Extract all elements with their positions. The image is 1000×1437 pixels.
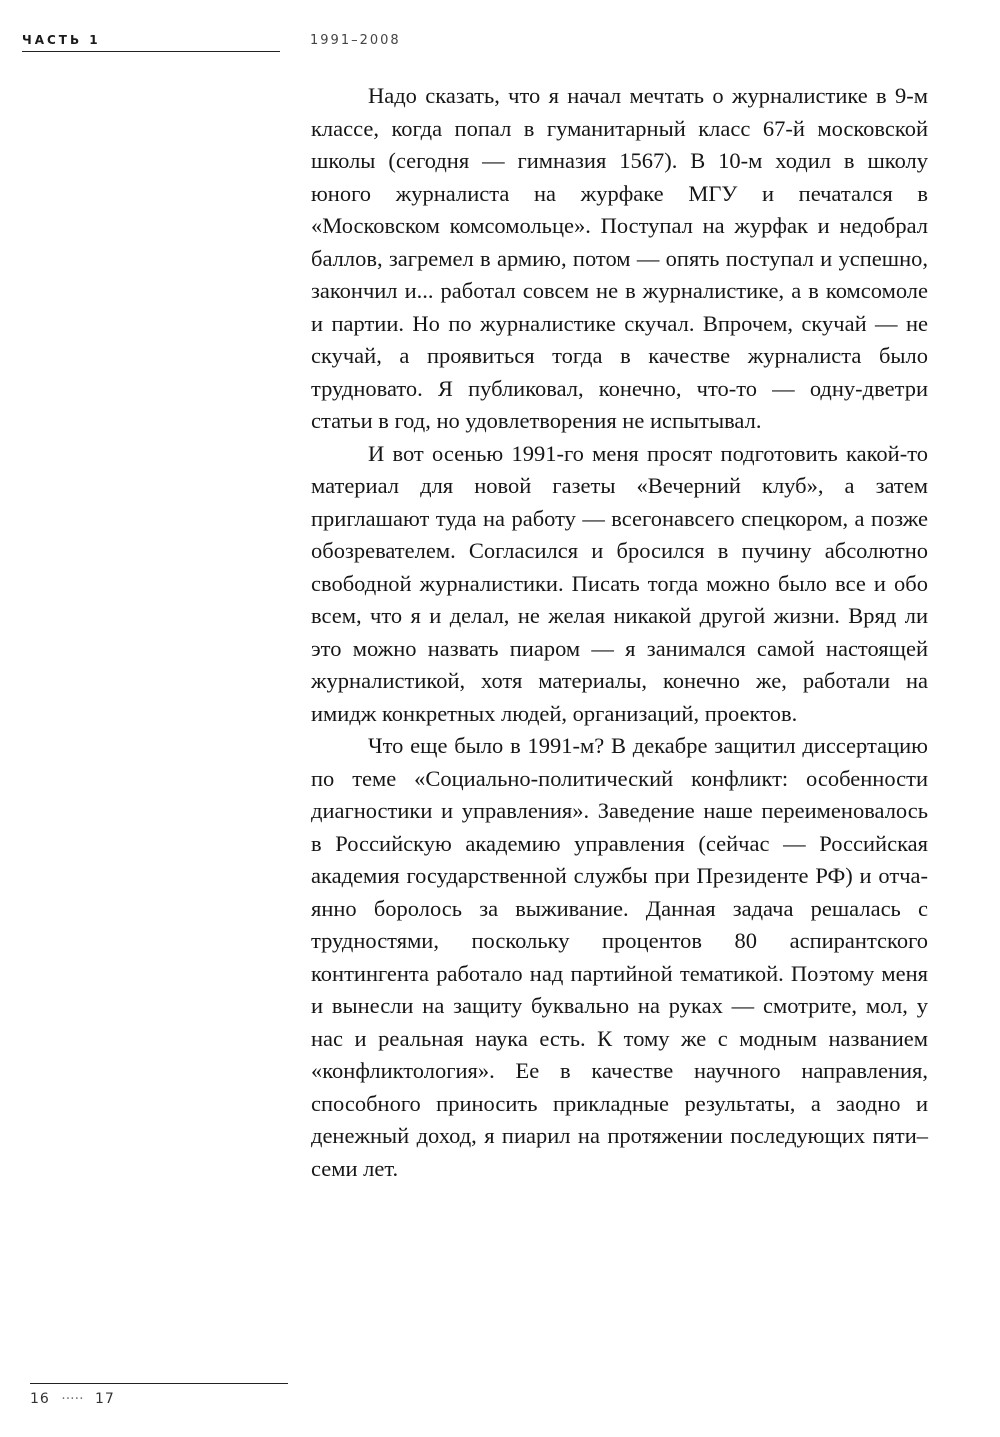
page-number-right: 17 xyxy=(95,1391,115,1407)
paragraph: Надо сказать, что я начал мечтать о журналистике в 9-м классе, когда попал в гуманитарный класс 67-й московской школы (сегодня — гимназия 1567). В 10-м ходил в школу юного журналиста на журфаке МГУ и печатался в «Московском комсомольце». Поступал на журфак и недобрал баллов, загремел в армию, потом — опять поступал и успешно, закончил и... работал совсем не в журналистике, а в комсомоле и партии. Но по журналистике скучал. Впрочем, скучай — не скучай, а проявиться тогда в качестве журналиста было трудновато. Я публиковал, конечно, что-то — одну-дветри статьи в год, но удовлетворения не испытывал. xyxy=(311,83,928,433)
paragraph: И вот осенью 1991-го меня просят подготовить какой-то материал для новой газеты «Вечерний клуб», а затем приглашают туда на работу — всегонавсего спецкором, а позже обозревателем. Согласился и бросился в пучину абсолютно свободной журналистики. Писать тогда можно было все и обо всем, что я и делал, не желая никакой другой жизни. Вряд ли это можно назвать пиаром — я занимался самой настоящей журналистикой, хотя материалы, конечно же, работали на имидж конкретных людей, организаций, проектов. xyxy=(311,440,928,726)
footer-rule xyxy=(30,1383,288,1384)
year-range: 1991–2008 xyxy=(310,33,401,48)
paragraph: Что еще было в 1991-м? В декабре защитил диссертацию по теме «Социально-политический конфликт: особенности диагностики и управления». Заведение наше переименовалось в Российскую академию управления (сейчас — Российская академия государственной службы при Президенте РФ) и отчаянно боролось за выживание. Данная задача решалась с трудностями, поскольку процентов 80 аспирантского контингента работало над партийной тематикой. Поэтому меня и вынесли на защиту буквально на руках — смотрите, мол, у нас и реальная наука есть. К тому же с модным названием «конфликтология». Ее в качестве научного направления, способного приносить прикладные результаты, а заодно и денежный доход, я пиарил на протяжении последующих пяти–семи лет. xyxy=(311,733,928,1181)
folio-separator: ····· xyxy=(61,1391,84,1407)
page-footer xyxy=(30,1377,290,1417)
folio xyxy=(30,1391,115,1407)
body-text xyxy=(311,80,928,1185)
header-rule xyxy=(22,51,280,52)
part-label: ЧАСТЬ 1 xyxy=(22,33,101,47)
running-head xyxy=(22,33,422,57)
page-number-left: 16 xyxy=(30,1391,50,1407)
